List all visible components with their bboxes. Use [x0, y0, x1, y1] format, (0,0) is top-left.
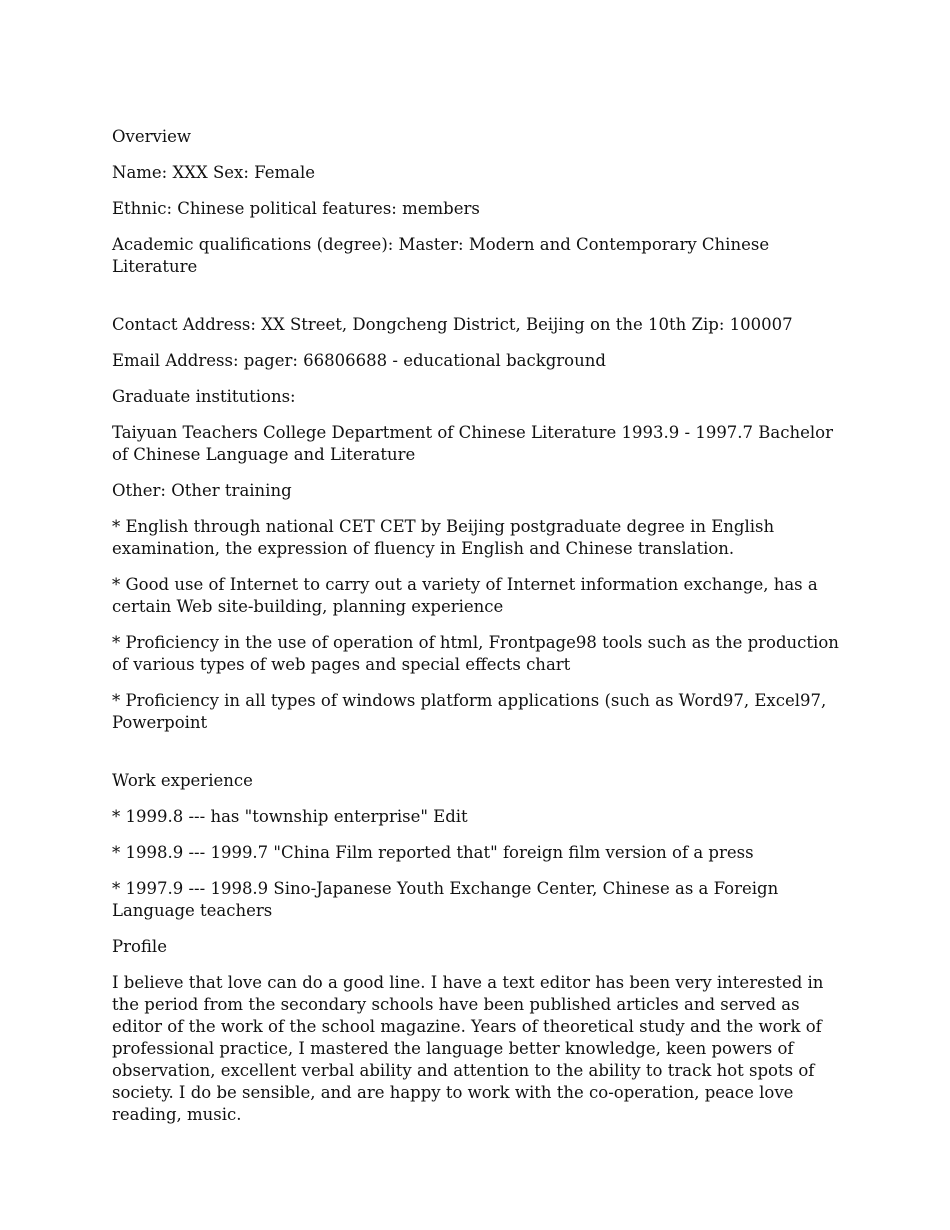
skill-item: * Proficiency in the use of operation of html, Frontpage98 tools such as the production of various types of web pages and special effects chart [112, 633, 839, 674]
profile-heading: Profile [112, 937, 167, 956]
graduate-heading: Graduate institutions: [112, 387, 296, 406]
work-item: * 1997.9 --- 1998.9 Sino-Japanese Youth Exchange Center, Chinese as a Foreign Language teachers [112, 879, 779, 920]
name-line: Name: XXX Sex: Female [112, 163, 315, 182]
skill-item: * Proficiency in all types of windows platform applications (such as Word97, Excel97, Powerpoint [112, 691, 827, 732]
work-item: * 1999.8 --- has "township enterprise" Edit [112, 807, 468, 826]
skill-item: * English through national CET CET by Beijing postgraduate degree in English examination, the expression of fluency in English and Chinese translation. [112, 517, 775, 558]
other-training-line: Other: Other training [112, 481, 292, 500]
work-item: * 1998.9 --- 1999.7 "China Film reported that" foreign film version of a press [112, 843, 754, 862]
academic-line: Academic qualifications (degree): Master: Modern and Contemporary Chinese Literature [112, 235, 770, 276]
email-line: Email Address: pager: 66806688 - educational background [112, 351, 606, 370]
contact-address-line: Contact Address: XX Street, Dongcheng District, Beijing on the 10th Zip: 100007 [112, 315, 793, 334]
skill-item: * Good use of Internet to carry out a variety of Internet information exchange, has a certain Web site-building, planning experience [112, 575, 818, 616]
work-experience-heading: Work experience [112, 771, 253, 790]
ethnic-line: Ethnic: Chinese political features: members [112, 199, 480, 218]
college-line: Taiyuan Teachers College Department of Chinese Literature 1993.9 - 1997.7 Bachelor of Chinese Language and Literature [112, 423, 833, 464]
spacer [112, 292, 842, 314]
resume-document [112, 126, 842, 1140]
overview-heading: Overview [112, 127, 191, 146]
spacer [112, 748, 842, 770]
profile-text: I believe that love can do a good line. I have a text editor has been very interested in the period from the secondary schools have been published articles and served as editor of the work of the school magazine. Years of theoretical study and the work of professional practice, I mastered the language better knowledge, keen powers of observation, excellent verbal ability and attention to the ability to track hot spots of society. I do be sensible, and are happy to work with the co-operation, peace love reading, music. [112, 973, 824, 1124]
